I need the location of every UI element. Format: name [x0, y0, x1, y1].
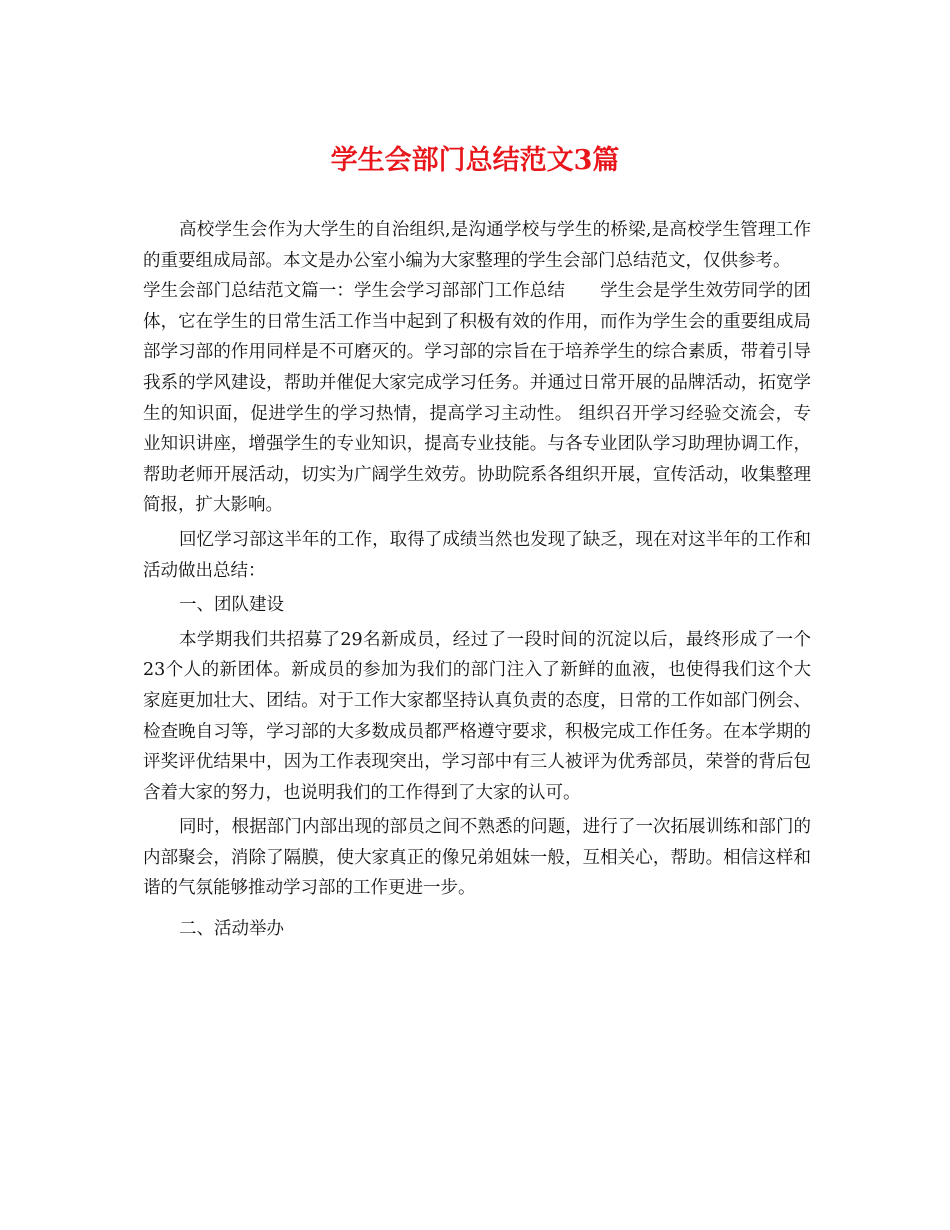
intro-paragraph: 高校学生会作为大学生的自治组织,是沟通学校与学生的桥梁,是高校学生管理工作的重要组成局部。本文是办公室小编为大家整理的学生会部门总结范文，仅供参考。 — [143, 220, 811, 271]
bonding-paragraph: 同时，根据部门内部出现的部员之间不熟悉的问题，进行了一次拓展训练和部门的内部聚会，消除了隔膜，使大家真正的像兄弟姐妹一般，互相关心，帮助。相信这样和谐的气氛能够推动学习部的工作更进一步。 — [143, 817, 811, 899]
review-paragraph: 回忆学习部这半年的工作，取得了成绩当然也发现了缺乏，现在对这半年的工作和活动做出总结： — [143, 529, 811, 581]
document-title: 学生会部门总结范文3篇 — [330, 145, 620, 176]
document-body — [143, 215, 811, 945]
heading-team-building: 一、团队建设 — [179, 595, 284, 616]
heading-activities: 二、活动举办 — [179, 919, 284, 940]
section-one-paragraph: 学生会部门总结范文篇一：学生会学习部部门工作总结 学生会是学生效劳同学的团体，它在学生的日常生活工作当中起到了积极有效的作用，而作为学生会的重要组成局部学习部的作用同样是不可磨灭的。学习部的宗旨在于培养学生的综合素质，带着引导我系的学风建设，帮助并催促大家完成学习任务。并通过日常开展的品牌活动，拓宽学生的知识面，促进学生的学习热情，提高学习主动性。 组织召开学习经验交流会，专业知识讲座，增强学生的专业知识，提高专业技能。与各专业团队学习助理协调工作，帮助老师开展活动，切实为广阔学生效劳。协助院系各组织开展，宣传活动，收集整理简报，扩大影响。 — [143, 281, 811, 516]
team-paragraph: 本学期我们共招募了29名新成员，经过了一段时间的沉淀以后，最终形成了一个23个人的新团体。新成员的参加为我们的部门注入了新鲜的血液，也使得我们这个大家庭更加壮大、团结。对于工作大家都坚持认真负责的态度，日常的工作如部门例会、检查晚自习等，学习部的大多数成员都严格遵守要求，积极完成工作任务。在本学期的评奖评优结果中，因为工作表现突出，学习部中有三人被评为优秀部员，荣誉的背后包含着大家的努力，也说明我们的工作得到了大家的认可。 — [143, 629, 811, 803]
